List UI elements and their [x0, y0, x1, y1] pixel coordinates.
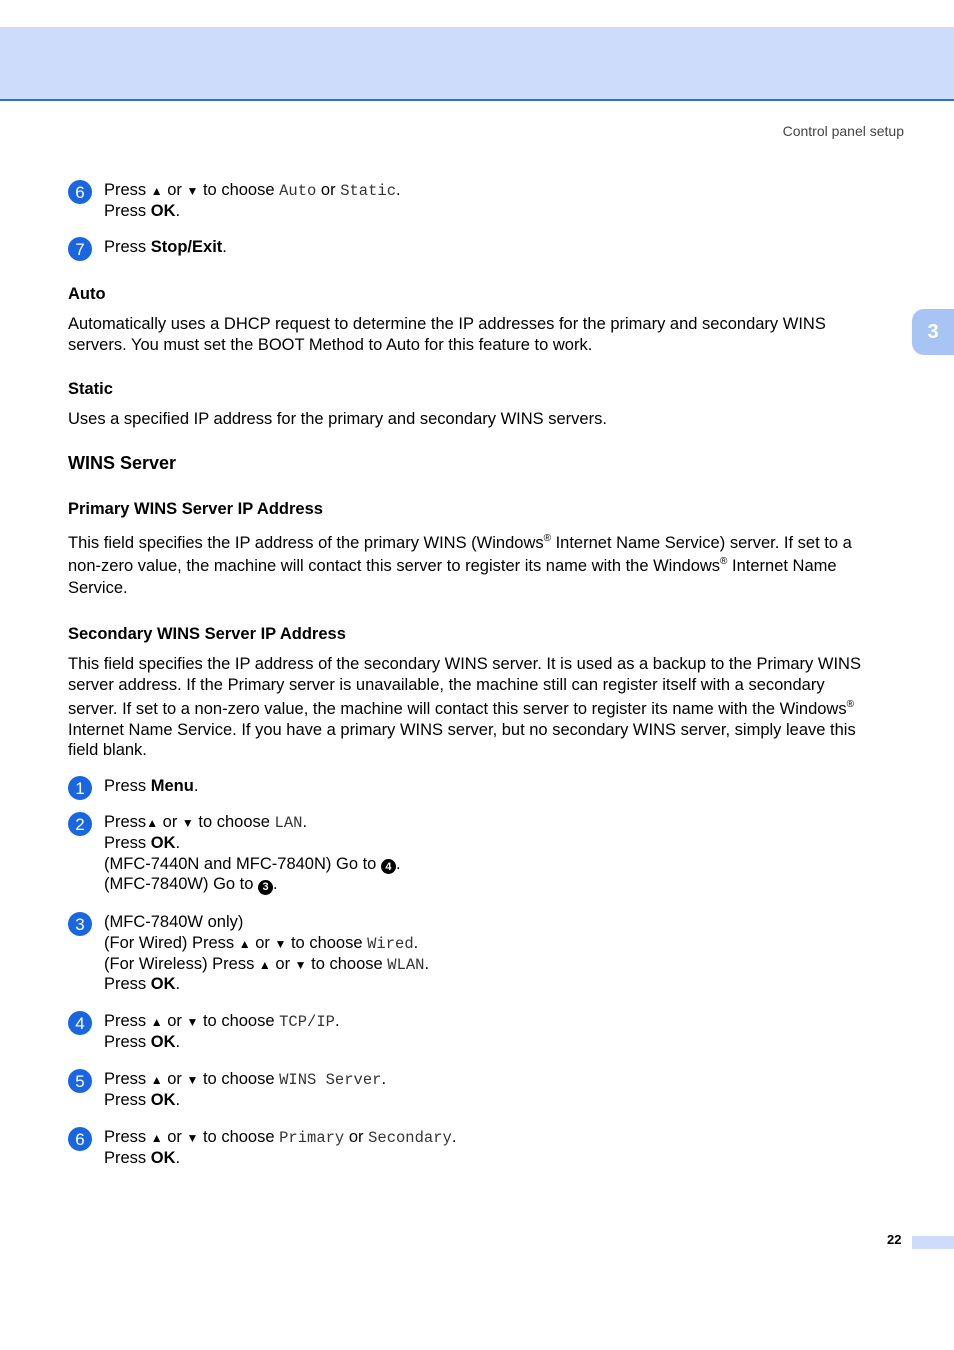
step-number-badge: 2: [68, 812, 92, 836]
page-number: 22: [887, 1232, 902, 1247]
step-line: (MFC-7840W only): [104, 913, 244, 931]
step-text: [104, 237, 227, 258]
step-text: [104, 1069, 386, 1111]
step-number-badge: 4: [68, 1011, 92, 1035]
primary-line-2: non-zero value, the machine will contact this server to register its name with the Windows® Internet Name: [68, 556, 837, 575]
down-arrow-icon: ▼: [186, 1131, 199, 1145]
step-number-badge: 1: [68, 776, 92, 800]
step-text: [104, 776, 198, 797]
primary-line-3: Service.: [68, 579, 128, 597]
up-arrow-icon: ▲: [150, 1015, 163, 1029]
lcd-option: LAN: [274, 814, 303, 832]
chapter-tab: 3: [912, 309, 954, 355]
step-line: Press Menu.: [104, 777, 199, 795]
down-arrow-icon: ▼: [294, 957, 307, 972]
step-line: Press ▲ or ▼ to choose WINS Server.: [104, 1070, 387, 1089]
secondary-line-5: field blank.: [68, 741, 147, 759]
key-label: OK: [150, 833, 176, 852]
wins-server-heading: WINS Server: [68, 453, 177, 473]
key-label: OK: [150, 1090, 176, 1109]
step-line: (MFC-7440N and MFC-7840N) Go to 4 .: [104, 854, 401, 873]
secondary-heading: Secondary WINS Server IP Address: [68, 625, 346, 643]
step-reference-badge: 3: [258, 880, 273, 895]
running-head: Control panel setup: [782, 123, 904, 139]
up-arrow-icon: ▲: [150, 184, 163, 198]
step-number-badge: 3: [68, 912, 92, 936]
down-arrow-icon: ▼: [186, 1015, 199, 1029]
step-line: Press OK.: [104, 1148, 181, 1167]
down-arrow-icon: ▼: [274, 936, 287, 951]
step-reference-badge: 4: [381, 859, 396, 874]
step-line: (For Wireless) Press ▲ or ▼ to choose WLAN.: [104, 954, 430, 974]
up-arrow-icon: ▲: [258, 957, 271, 972]
auto-heading: Auto: [68, 285, 106, 303]
step-line: Press OK.: [104, 1032, 181, 1051]
auto-line-1: Automatically uses a DHCP request to determine the IP addresses for the primary and secondary WINS: [68, 315, 826, 333]
step-line: Press OK.: [104, 1090, 181, 1109]
key-label: Menu: [150, 777, 194, 795]
secondary-line-4: Internet Name Service. If you have a primary WINS server, but no secondary WINS server, simply leave this: [68, 720, 856, 739]
step-line: Press Stop/Exit.: [104, 238, 227, 256]
step-number-badge: 6: [68, 180, 92, 204]
lcd-option: Primary: [279, 1129, 345, 1147]
primary-description: [68, 532, 908, 598]
auto-description: [68, 314, 908, 355]
step-line: Press▲ or ▼ to choose LAN.: [104, 813, 308, 832]
lcd-option: Secondary: [368, 1129, 452, 1147]
secondary-line-2: server address. If the Primary server is unavailable, the machine still can register itself with a secondary: [68, 675, 825, 694]
step-line: (For Wired) Press ▲ or ▼ to choose Wired.: [104, 933, 419, 953]
step-number-badge: 5: [68, 1069, 92, 1093]
static-description: Uses a specified IP address for the primary and secondary WINS servers.: [68, 410, 607, 428]
key-label: OK: [150, 975, 176, 994]
secondary-line-3: server. If set to a non-zero value, the machine will contact this server to register its name with the Windows®: [68, 699, 854, 718]
key-label: OK: [150, 1032, 176, 1051]
step-line: (MFC-7840W) Go to 3 .: [104, 875, 278, 894]
page-tab: [912, 1236, 954, 1249]
key-label: OK: [150, 201, 176, 220]
down-arrow-icon: ▼: [186, 1073, 199, 1087]
up-arrow-icon: ▲: [150, 1131, 163, 1145]
primary-heading: Primary WINS Server IP Address: [68, 500, 323, 518]
secondary-description: [68, 654, 908, 761]
step-text: [104, 812, 401, 895]
step-line: Press OK.: [104, 833, 181, 852]
static-heading: Static: [68, 380, 113, 398]
step-number-badge: 7: [68, 237, 92, 261]
up-arrow-icon: ▲: [146, 816, 159, 830]
up-arrow-icon: ▲: [238, 936, 251, 951]
lcd-option: WLAN: [387, 955, 425, 974]
down-arrow-icon: ▼: [181, 816, 194, 830]
step-text: [104, 1127, 456, 1169]
auto-line-2: servers. You must set the BOOT Method to Auto for this feature to work.: [68, 335, 593, 354]
step-text: [104, 912, 429, 995]
primary-line-1: This field specifies the IP address of the primary WINS (Windows® Internet Name Service) server. If set to a: [68, 533, 852, 552]
down-arrow-icon: ▼: [186, 184, 199, 198]
lcd-option: TCP/IP: [279, 1013, 335, 1031]
step-text: [104, 180, 401, 222]
lcd-option: WINS Server: [279, 1071, 382, 1089]
step-number-badge: 6: [68, 1127, 92, 1151]
step-text: [104, 1011, 340, 1053]
step-line: Press OK.: [104, 975, 181, 994]
step-line: Press ▲ or ▼ to choose Auto or Static.: [104, 181, 401, 200]
secondary-line-1: This field specifies the IP address of the secondary WINS server. It is used as a backup to the Primary WINS: [68, 655, 861, 673]
lcd-option: Auto: [279, 182, 317, 200]
key-label: Stop/Exit: [150, 238, 223, 256]
key-label: OK: [150, 1148, 176, 1167]
header-band: [0, 27, 954, 101]
lcd-option: Wired: [367, 934, 414, 953]
step-line: Press OK.: [104, 201, 181, 220]
lcd-option: Static: [340, 182, 396, 200]
step-line: Press ▲ or ▼ to choose TCP/IP.: [104, 1012, 340, 1031]
step-line: Press ▲ or ▼ to choose Primary or Secondary.: [104, 1128, 457, 1147]
up-arrow-icon: ▲: [150, 1073, 163, 1087]
